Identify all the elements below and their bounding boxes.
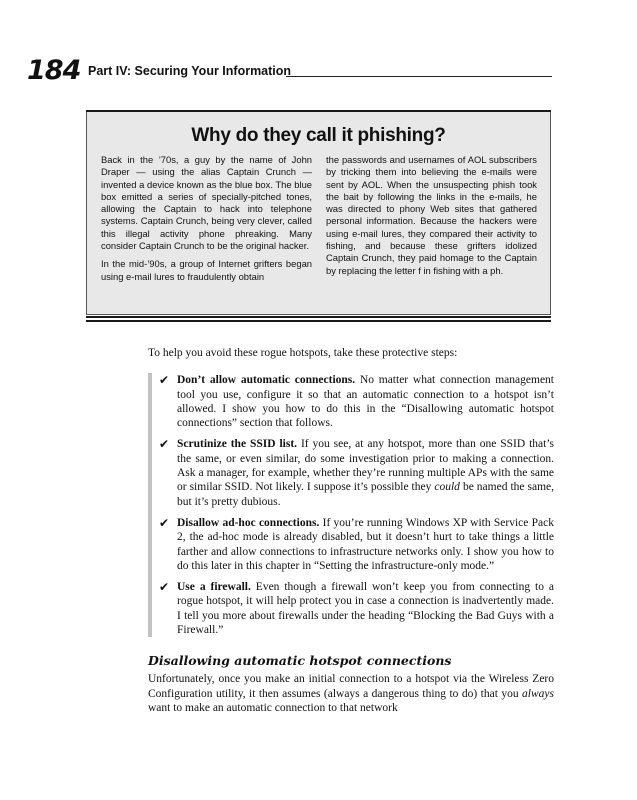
bullet-text: If you’re running Windows XP with Service Pack 2, the ad-hoc mode is already disabled, but it doesn’t hurt to take things a little farther and allow connections to infrastructure networks only. I show you how to do this later in this chapter in “Setting the infrastructure-only mode.” [177,516,554,572]
protective-steps-list [148,373,554,637]
sidebar-bottom-rule-second [86,320,551,322]
bullet-text: Even though a firewall won’t keep you from connecting to a rogue hotspot, it will help protect you in case a connection is inadvertently made. I tell you more about firewalls under the heading “Blocking the Bad Guys with a Firewall.” [177,581,555,637]
final-paragraph-tail: want to make an automatic connection to that network [148,701,398,714]
section-heading: Disallowing automatic hotspot connections [148,653,452,669]
check-mark-icon: ✔ [159,437,170,452]
bullet-lead: Scrutinize the SSID list. [177,438,298,451]
sidebar-title: Why do they call it phishing? [191,125,446,146]
sidebar-paragraph: the passwords and usernames of AOL subscribers by tricking them into believing the e-mails were sent by AOL. When the unsuspecting phish took the bait by following the links in the e-mails, he was directed to phony Web sites that gathered personal information. Because the hackers were using e-mail lures, they compared their activity to fishing, and because these grifters idolized Captain Crunch, they paid homage to the Captain by replacing the letter f in fishing with a ph. [326,154,537,276]
check-mark-icon: ✔ [159,580,170,595]
sidebar-box [86,110,551,315]
bullet-text: No matter what connection management tool you use, configure it so that an automatic connection to a hotspot isn’t allowed. I show you how to do this in the “Disallowing automatic hotspot connections” section that follows. [177,374,554,430]
bullet-text: If you see, at any hotspot, more than one SSID that’s the same, or even similar, do some investigation prior to making a connection. Ask a manager, for example, whether they’re running multiple APs with the same or similar SSID. Not likely. I suppose it’s possible they [177,438,554,494]
sidebar-bottom-rule [86,316,551,318]
bullet-lead: Use a firewall. [177,581,251,594]
check-mark-icon: ✔ [159,515,170,530]
bullet-lead: Disallow ad-hoc connections. [177,516,320,529]
final-paragraph-text: Unfortunately, once you make an initial connection to a hotspot via the Wireless Zero Configuration utility, it then assumes (always a dangerous thing to do) that you [148,673,554,700]
main-text [148,346,554,715]
intro-paragraph: To help you avoid these rogue hotspots, take these protective steps: [148,347,458,359]
list-item [159,437,555,508]
sidebar-column-right [326,154,537,289]
sidebar-top-rule [86,110,551,112]
final-paragraph [148,672,554,715]
check-mark-icon: ✔ [159,373,170,388]
list-item [159,580,555,637]
bullet-lead: Don’t allow automatic connections. [177,374,356,387]
list-item [159,515,554,573]
header-rule [286,76,552,77]
page-number: 184 [27,55,81,86]
list-item [159,373,554,430]
final-paragraph-emphasis: always [522,687,554,700]
sidebar-paragraph: Back in the ’70s, a guy by the name of John Draper — using the alias Captain Crunch — invented a device known as the blue box. The blue box emitted a series of specially-pitched tones, allowing the Captain to hack into telephone systems. Captain Crunch, being very clever, called this illegal activity phone phreaking. Many consider Captain Crunch to be the original hacker. [101,154,312,252]
part-title: Part IV: Securing Your Information [88,64,292,78]
sidebar-paragraph: In the mid-’90s, a group of Internet grifters began using e-mail lures to fraudulently obtain [101,258,312,282]
sidebar-columns [101,154,537,289]
bullet-emphasis: could [434,481,460,494]
running-header [27,56,552,86]
sidebar-column-left [101,154,312,289]
bullet-text-tail: be named the same, but it’s pretty dubious. [177,481,555,508]
